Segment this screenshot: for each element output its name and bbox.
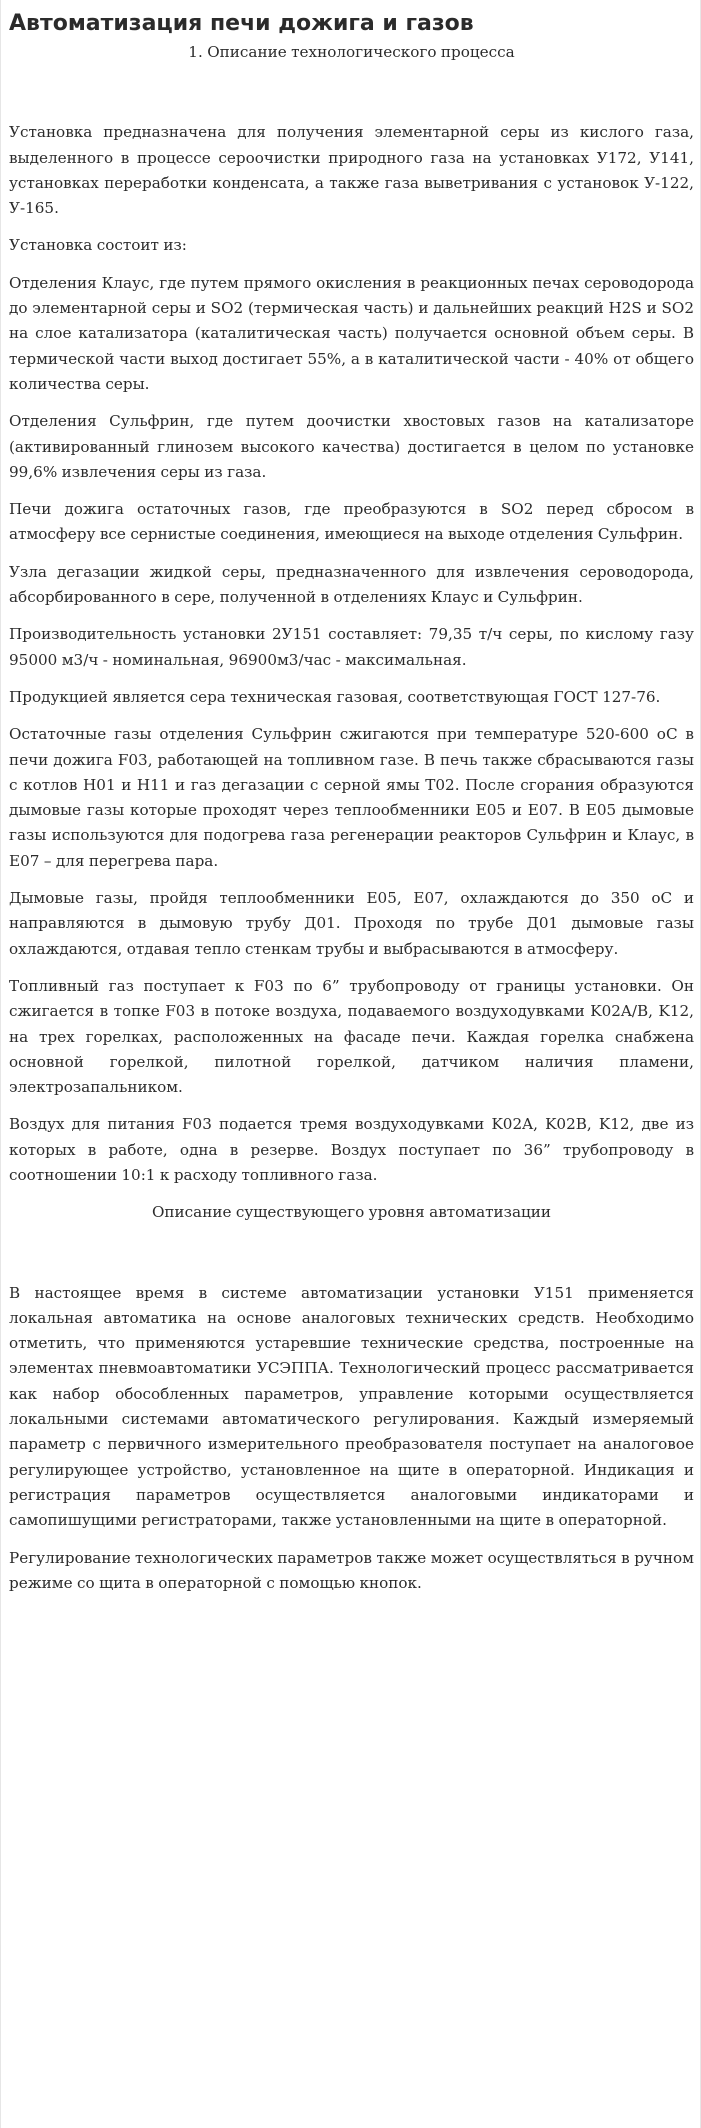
paragraph-degassing: Узла дегазации жидкой серы, предназначенного для извлечения сероводорода, абсорбированного в сере, полученной в отделениях Клаус и Сульфрин. [9,562,694,607]
paragraph-claus: Отделения Клаус, где путем прямого окисления в реакционных печах сероводорода до элементарной серы и SO2 (термическая часть) и дальнейших реакций H2S и SO2 на слое катализатора (каталитическая часть) получается основной объем серы. В термической части выход достигает 55%, а в каталитической части - 40% от общего количества серы. [9,273,694,393]
paragraph-manual-control: Регулирование технологических параметров также может осуществляться в ручном режиме со щита в операторной с помощью кнопок. [9,1548,694,1592]
paragraph-product: Продукцией является сера техническая газовая, соответствующая ГОСТ 127-76. [9,687,661,706]
paragraph-afterburner: Печи дожига остаточных газов, где преобразуются в SO2 перед сбросом в атмосферу все сернистые соединения, имеющиеся на выходе отделения Сульфрин. [9,500,694,544]
paragraph-sulfreen: Отделения Сульфрин, где путем доочистки хвостовых газов на катализаторе (активированный глинозем высокого качества) достигается в целом по установке 99,6% извлечения серы из газа. [9,412,694,481]
paragraph-purpose: Установка предназначена для получения элементарной серы из кислого газа, выделенного в процессе сероочистки природного газа на установках У172, У141, установках переработки конденсата, а также газа выветривания с установок У-122, У-165. [9,123,694,218]
paragraph-air-supply: Воздух для питания F03 подается тремя воздуходувками K02A, K02B, K12, две из которых в работе, одна в резерве. Воздух поступает по 36” трубопроводу в соотношении 10:1 к расходу топливного газа. [9,1115,694,1184]
paragraph-flue-gases: Дымовые газы, пройдя теплообменники Е05, Е07, охлаждаются до 350 оС и направляются в дымовую трубу Д01. Проходя по трубе Д01 дымовые газы охлаждаются, отдавая тепло стенкам трубы и выбрасываются в атмосферу. [9,889,694,958]
paragraph-capacity: Производительность установки 2У151 составляет: 79,35 т/ч серы, по кислому газу 95000 м3/ч - номинальная, 96900м3/час - максимальная. [9,625,694,669]
paragraph-current-automation: В настоящее время в системе автоматизации установки У151 применяется локальная автоматика на основе аналоговых технических средств. Необходимо отметить, что применяются устаревшие технические средства, построенные на элементах пневмоавтоматики УСЭППА. Технологический процесс рассматривается как набор обособленных параметров, управление которыми осуществляется локальными системами автоматического регулирования. Каждый измеряемый параметр с первичного измерительного преобразователя поступает на аналоговое регулирующее устройство, установленное на щите в операторной. Индикация и регистрация параметров осуществляется аналоговыми индикаторами и самопишущими регистраторами, также установленными на щите в операторной. [9,1283,694,1530]
page-title: Автоматизация печи дожига и газов [9,11,474,36]
section-heading-process: 1. Описание технологического процесса [188,43,515,61]
paragraph-residual-gases: Остаточные газы отделения Сульфрин сжигаются при температуре 520-600 оС в печи дожига F03, работающей на топливном газе. В печь также сбрасываются газы с котлов H01 и H11 и газ дегазации с серной ямы Т02. После сгорания образуются дымовые газы которые проходят через теплообменники Е05 и Е07. В Е05 дымовые газы используются для подогрева газа регенерации реакторов Сульфрин и Клаус, в Е07 – для перегрева пара. [9,725,694,870]
document-body [9,40,694,1608]
paragraph-composition-intro: Установка состоит из: [9,236,187,255]
paragraph-fuel-gas: Топливный газ поступает к F03 по 6” трубопроводу от границы установки. Он сжигается в топке F03 в потоке воздуха, подаваемого воздуходувками K02A/B, K12, на трех горелках, расположенных на фасаде печи. Каждая горелка снабжена основной горелкой, пилотной горелкой, датчиком наличия пламени, электрозапальником. [9,976,694,1097]
section-heading-automation: Описание существующего уровня автоматизации [151,1203,552,1222]
